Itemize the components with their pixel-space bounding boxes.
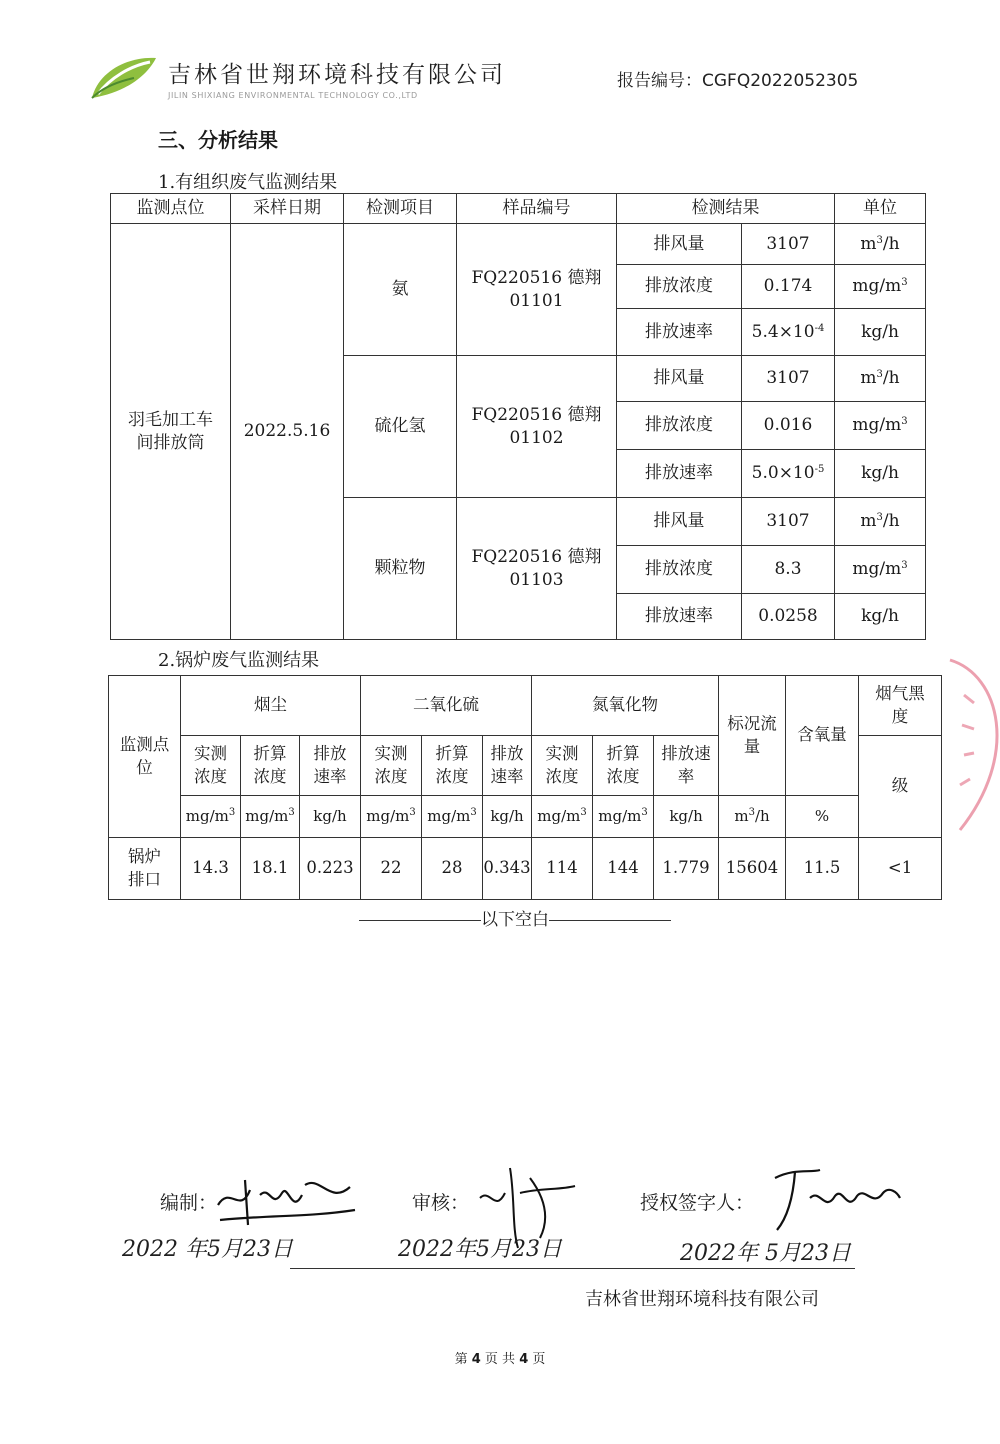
cell-unit: $m^3/h$ (835, 356, 926, 402)
authorizer-signature (765, 1158, 905, 1238)
cell-value: 1.779 (654, 838, 719, 900)
cell-item: 硫化氢 (344, 356, 457, 498)
header-unit: 单位 (835, 194, 926, 224)
table2-unit-row (109, 796, 942, 838)
cell-param: 排放速率 (617, 309, 742, 356)
cell-value: 0.343 (483, 838, 532, 900)
table-row (109, 838, 942, 900)
cell-location: 锅炉排口 (109, 838, 181, 900)
cell-location: 羽毛加工车间排放筒 (111, 224, 231, 640)
cell-value: 114 (532, 838, 593, 900)
cell-unit: kg/h (835, 309, 926, 356)
cell-param: 排风量 (617, 356, 742, 402)
cell-value: 3107 (742, 224, 835, 265)
table1-header-row (111, 194, 926, 224)
cell-value: 15604 (719, 838, 786, 900)
subheader-measured: 实测浓度 (532, 736, 593, 796)
subheader-rate: 排放速率 (300, 736, 361, 796)
unit-cell: $mg/m^3$ (181, 796, 241, 838)
cell-value: 22 (361, 838, 422, 900)
cell-value: 14.3 (181, 838, 241, 900)
cell-param: 排放速率 (617, 594, 742, 640)
cell-value: 3107 (742, 498, 835, 546)
cell-param: 排风量 (617, 498, 742, 546)
unit-cell: $mg/m^3$ (422, 796, 483, 838)
cell-param: 排风量 (617, 224, 742, 265)
cell-value: 0.016 (742, 402, 835, 450)
unit-cell: $mg/m^3$ (532, 796, 593, 838)
compile-date: 2022 年5月23日 (122, 1237, 293, 1262)
divider (359, 920, 481, 921)
header-date: 采样日期 (231, 194, 344, 224)
section-title: 三、分析结果 (158, 128, 278, 152)
cell-value: 144 (593, 838, 654, 900)
page-number (0, 1348, 1000, 1367)
cell-unit: $mg/m^3$ (835, 546, 926, 594)
company-name-en: JILIN SHIXIANG ENVIRONMENTAL TECHNOLOGY CO.,LTD (168, 91, 418, 100)
authorize-date: 2022年 5月23日 (680, 1241, 851, 1266)
review-date: 2022年5月23日 (398, 1237, 562, 1262)
subheader-converted: 折算浓度 (241, 736, 300, 796)
signature-divider (290, 1268, 855, 1269)
divider (549, 920, 671, 921)
unit-cell: % (786, 796, 859, 838)
subheader-measured: 实测浓度 (361, 736, 422, 796)
cell-value: 0.0258 (742, 594, 835, 640)
cell-value: 0.223 (300, 838, 361, 900)
unit-cell: $mg/m^3$ (593, 796, 654, 838)
current-page: 4 (471, 1352, 481, 1367)
unit-cell: $mg/m^3$ (361, 796, 422, 838)
page-prefix: 第 (454, 1352, 468, 1367)
cell-sample: FQ220516 德翔 01101 (457, 224, 617, 356)
footer-company: 吉林省世翔环境科技有限公司 (585, 1289, 819, 1310)
header-so2: 二氧化硫 (361, 676, 532, 736)
unit-cell: $m^3/h$ (719, 796, 786, 838)
unit-cell: kg/h (483, 796, 532, 838)
company-logo (88, 52, 160, 102)
cell-value: $5.4\times 10^{-4}$ (742, 309, 835, 356)
page-suffix: 页 (532, 1352, 546, 1367)
unit-smoke: 级 (859, 736, 942, 838)
cell-value: 18.1 (241, 838, 300, 900)
cell-value: 8.3 (742, 546, 835, 594)
table-row (111, 224, 926, 265)
organized-exhaust-table (110, 193, 926, 640)
cell-value: <1 (859, 838, 942, 900)
review-label: 审核： (412, 1192, 470, 1214)
unit-cell: kg/h (654, 796, 719, 838)
subheader-converted: 折算浓度 (422, 736, 483, 796)
header-smoke: 烟气黑度 (859, 676, 942, 736)
header-nox: 氮氧化物 (532, 676, 719, 736)
cell-unit: $mg/m^3$ (835, 402, 926, 450)
cell-value: 0.174 (742, 265, 835, 309)
compiler-signature (210, 1165, 360, 1235)
cell-value: $5.0\times 10^{-5}$ (742, 450, 835, 498)
cell-sample: FQ220516 德翔 01103 (457, 498, 617, 640)
empty-marker-text: 以下空白 (481, 910, 549, 930)
subheader-measured: 实测浓度 (181, 736, 241, 796)
authorize-label: 授权签字人： (640, 1192, 755, 1214)
company-seal (940, 655, 1000, 835)
page-middle: 页 共 (484, 1352, 516, 1367)
header-location: 监测点位 (111, 194, 231, 224)
company-name-cn: 吉林省世翔环境科技有限公司 (168, 62, 506, 88)
cell-param: 排放速率 (617, 450, 742, 498)
cell-sample: FQ220516 德翔 01102 (457, 356, 617, 498)
cell-param: 排放浓度 (617, 402, 742, 450)
header-flow: 标况流量 (719, 676, 786, 796)
header-oxygen: 含氧量 (786, 676, 859, 796)
cell-unit: kg/h (835, 594, 926, 640)
table2-header-row (109, 676, 942, 736)
header-sample: 样品编号 (457, 194, 617, 224)
end-of-data-marker (350, 905, 680, 930)
cell-item: 颗粒物 (344, 498, 457, 640)
cell-unit: $mg/m^3$ (835, 265, 926, 309)
report-number: 报告编号：CGFQ2022052305 (617, 71, 859, 91)
header-result: 检测结果 (617, 194, 835, 224)
cell-value: 11.5 (786, 838, 859, 900)
compile-label: 编制： (160, 1192, 218, 1214)
header-location: 监测点位 (109, 676, 181, 838)
cell-date: 2022.5.16 (231, 224, 344, 640)
boiler-exhaust-table (108, 675, 942, 900)
cell-value: 3107 (742, 356, 835, 402)
header-item: 检测项目 (344, 194, 457, 224)
subheader-rate: 排放速率 (654, 736, 719, 796)
cell-value: 28 (422, 838, 483, 900)
cell-unit: $m^3/h$ (835, 498, 926, 546)
table2-title: 2.锅炉废气监测结果 (158, 650, 320, 671)
subheader-converted: 折算浓度 (593, 736, 654, 796)
header-dust: 烟尘 (181, 676, 361, 736)
unit-cell: $mg/m^3$ (241, 796, 300, 838)
subheader-rate: 排放速率 (483, 736, 532, 796)
cell-param: 排放浓度 (617, 265, 742, 309)
cell-item: 氨 (344, 224, 457, 356)
unit-cell: kg/h (300, 796, 361, 838)
total-pages: 4 (519, 1352, 529, 1367)
table1-title: 1.有组织废气监测结果 (158, 172, 338, 193)
cell-unit: kg/h (835, 450, 926, 498)
cell-unit: $m^3/h$ (835, 224, 926, 265)
cell-param: 排放浓度 (617, 546, 742, 594)
